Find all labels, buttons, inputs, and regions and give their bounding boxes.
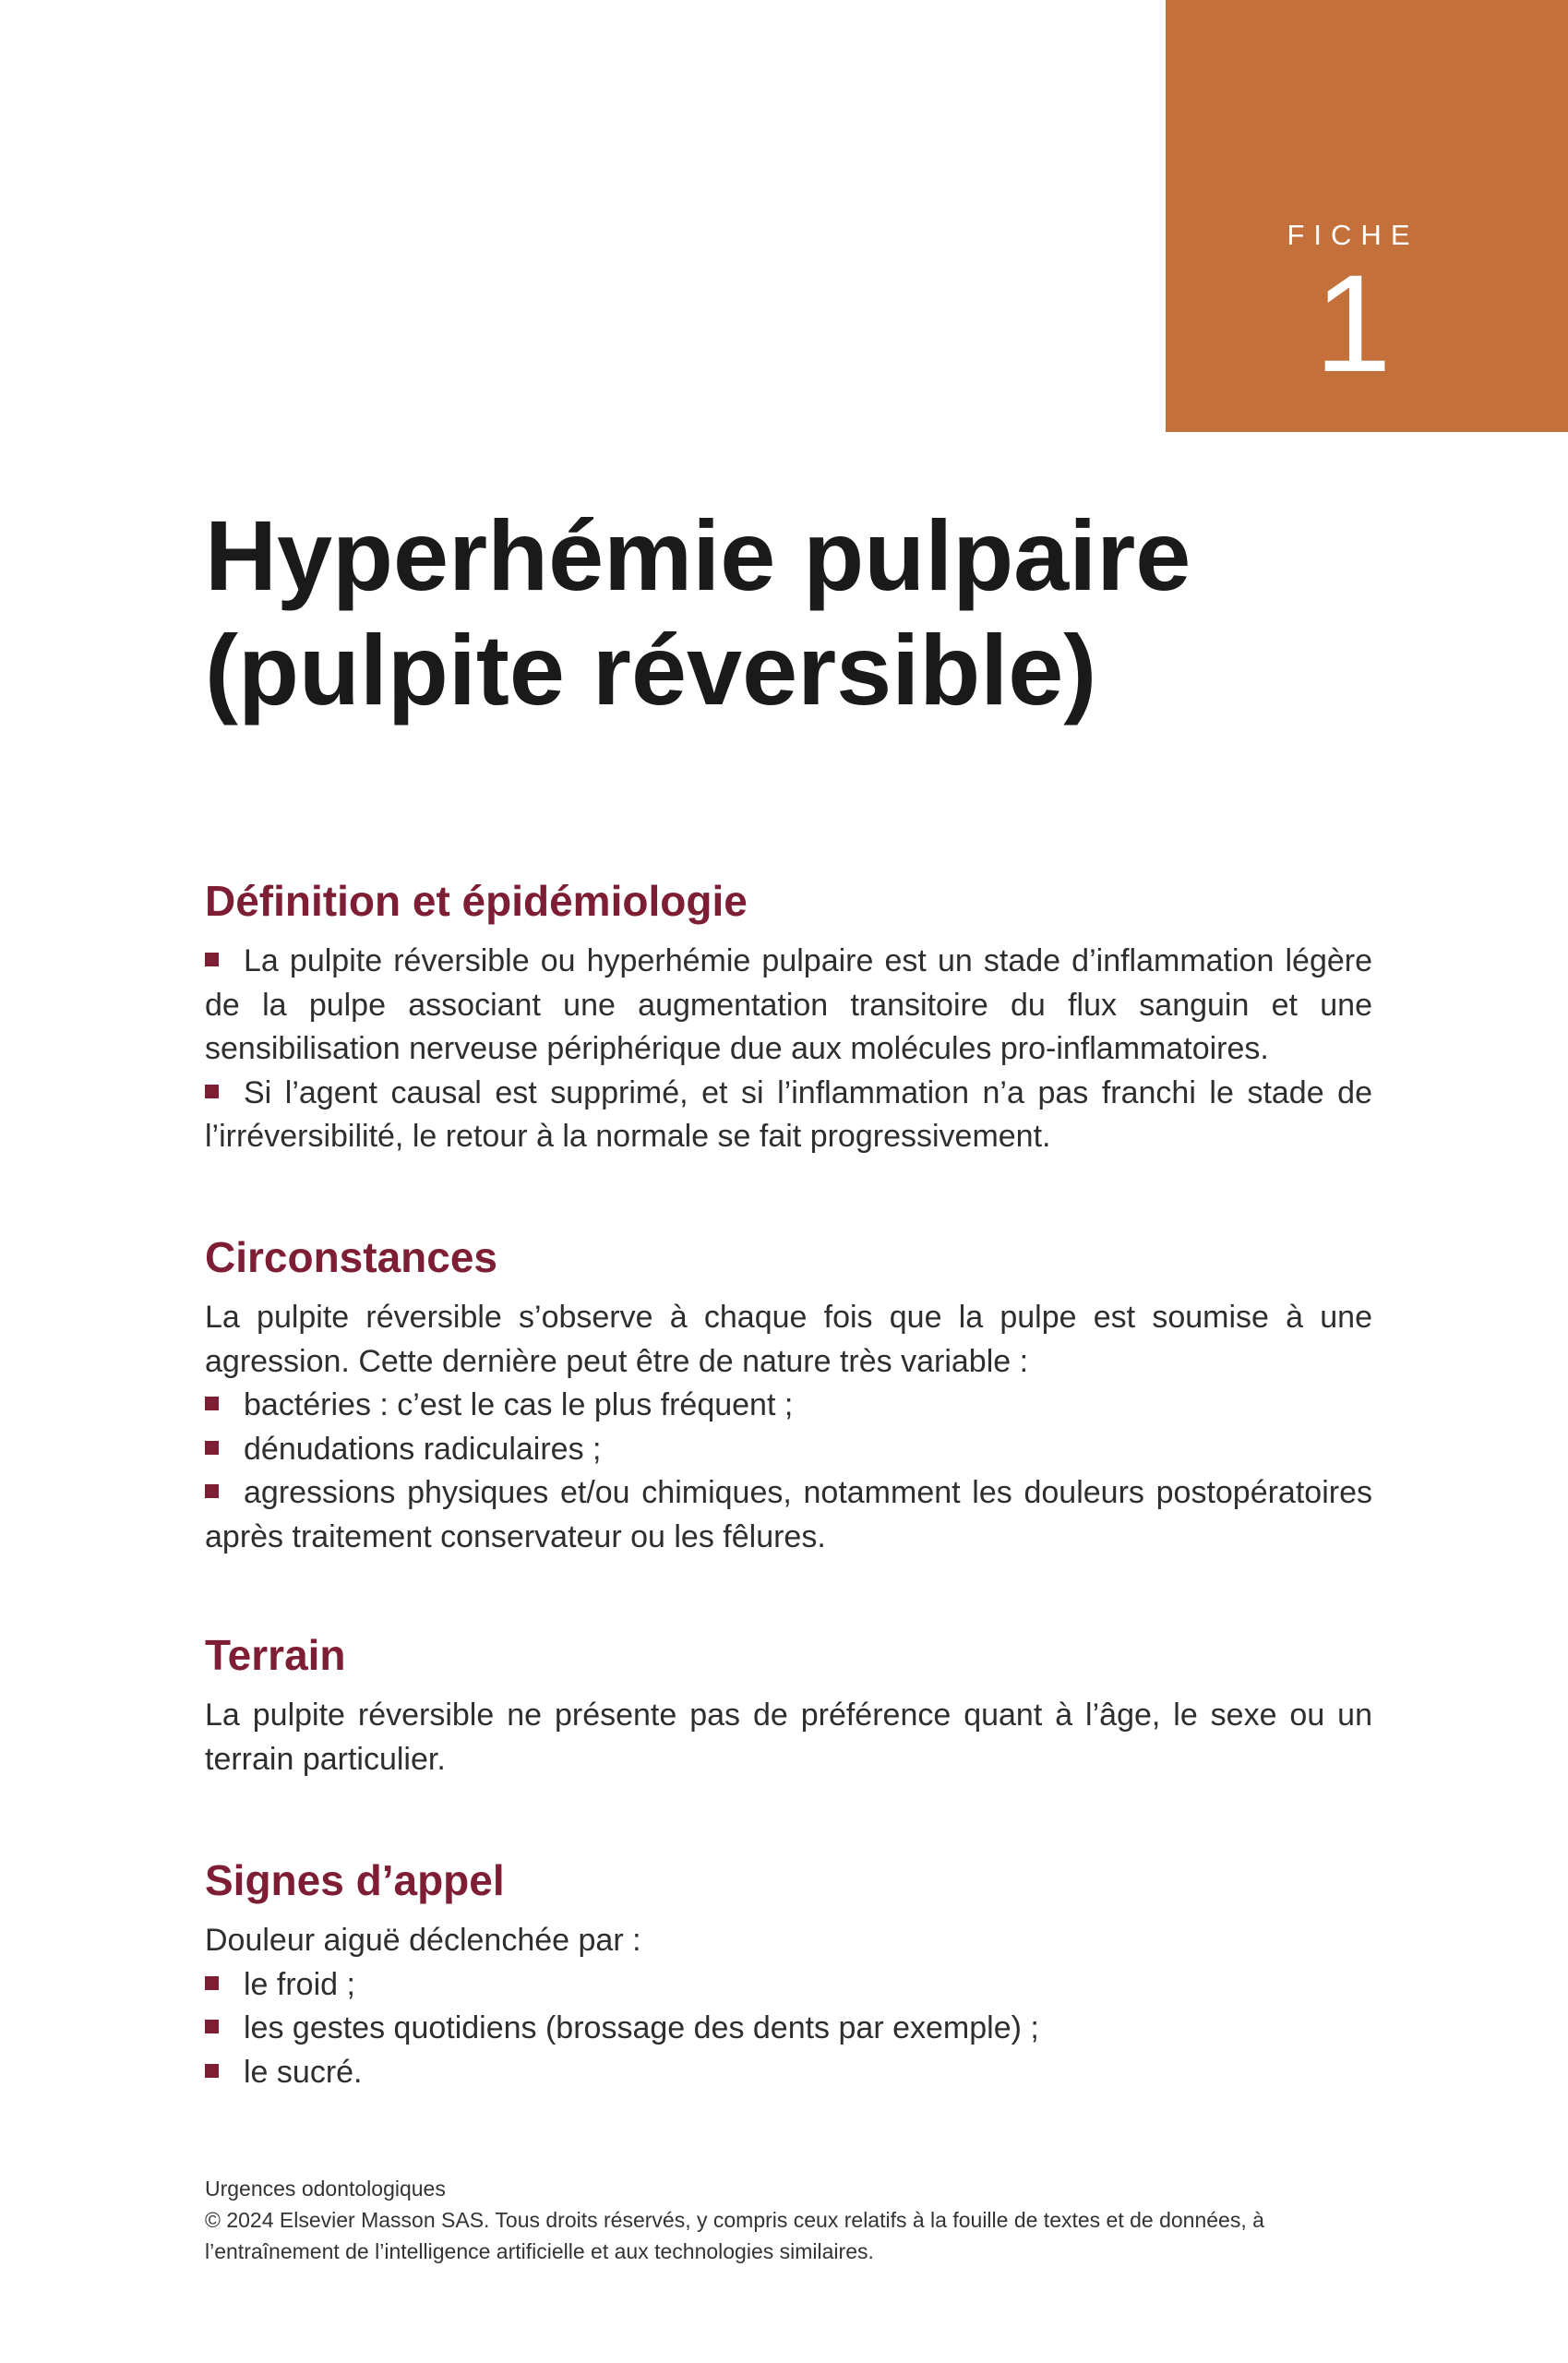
square-bullet-icon [205,953,219,966]
section-heading: Circonstances [205,1233,498,1281]
list-item [205,2051,1372,2095]
list-item-text: agressions physiques et/ou chimiques, notamment les douleurs postopératoires après traitement conservateur ou les fêlures. [205,1475,1372,1554]
square-bullet-icon [205,2020,219,2033]
list-item-text: le sucré. [244,2054,363,2090]
list-item-text: Si l’agent causal est supprimé, et si l’inflammation n’a pas franchi le stade de l’irréversibilité, le retour à la normale se fait progressivement. [205,1074,1372,1154]
fiche-number: 1 [1314,246,1392,401]
page-footer [205,2173,1372,2267]
list-item-text: bactéries : c’est le cas le plus fréquent ; [244,1387,794,1422]
list-item-text: le froid ; [244,1966,355,2002]
list-item [205,940,1372,1072]
list-item [205,2007,1372,2051]
page-title-line-2: (pulpite réversible) [205,614,1097,726]
fiche-label: FICHE [1287,219,1419,251]
page-title-line-1: Hyperhémie pulpaire [205,499,1191,611]
list-item [205,1963,1372,2008]
footer-copyright: © 2024 Elsevier Masson SAS. Tous droits réservés, y compris ceux relatifs à la fouille de textes et de données, à l’entraînement de l’intelligence artificielle et aux technologies similaires. [205,2208,1264,2263]
list-item-text: les gestes quotidiens (brossage des dents par exemple) ; [244,2010,1039,2045]
list-item [205,1471,1372,1559]
page-title [205,498,1220,727]
list-item-text: La pulpite réversible ou hyperhémie pulpaire est un stade d’inflammation légère de la pulpe associant une augmentation transitoire du flux sanguin et une sensibilisation nerveuse périphérique due aux molécules pro-inflammatoires. [205,943,1372,1066]
square-bullet-icon [205,1976,219,1990]
section-intro: La pulpite réversible s’observe à chaque fois que la pulpe est soumise à une agression. Cette dernière peut être de nature très variable : [205,1300,1372,1379]
square-bullet-icon [205,2064,219,2078]
section-text: La pulpite réversible ne présente pas de préférence quant à l’âge, le sexe ou un terrain particulier. [205,1697,1372,1777]
square-bullet-icon [205,1085,219,1098]
fiche-badge [1166,0,1568,432]
section-definition [205,875,1372,1159]
square-bullet-icon [205,1484,219,1498]
section-terrain [205,1629,1372,1781]
section-signes [205,1854,1372,2094]
section-heading: Signes d’appel [205,1856,505,1904]
section-heading: Terrain [205,1631,346,1679]
square-bullet-icon [205,1397,219,1410]
footer-book-title: Urgences odontologiques [205,2177,446,2201]
square-bullet-icon [205,1441,219,1455]
list-item-text: dénudations radiculaires ; [244,1431,602,1467]
list-item [205,1072,1372,1159]
section-intro: Douleur aiguë déclenchée par : [205,1923,641,1958]
list-item [205,1384,1372,1428]
section-circonstances [205,1231,1372,1559]
section-heading: Définition et épidémiologie [205,877,748,925]
list-item [205,1428,1372,1472]
